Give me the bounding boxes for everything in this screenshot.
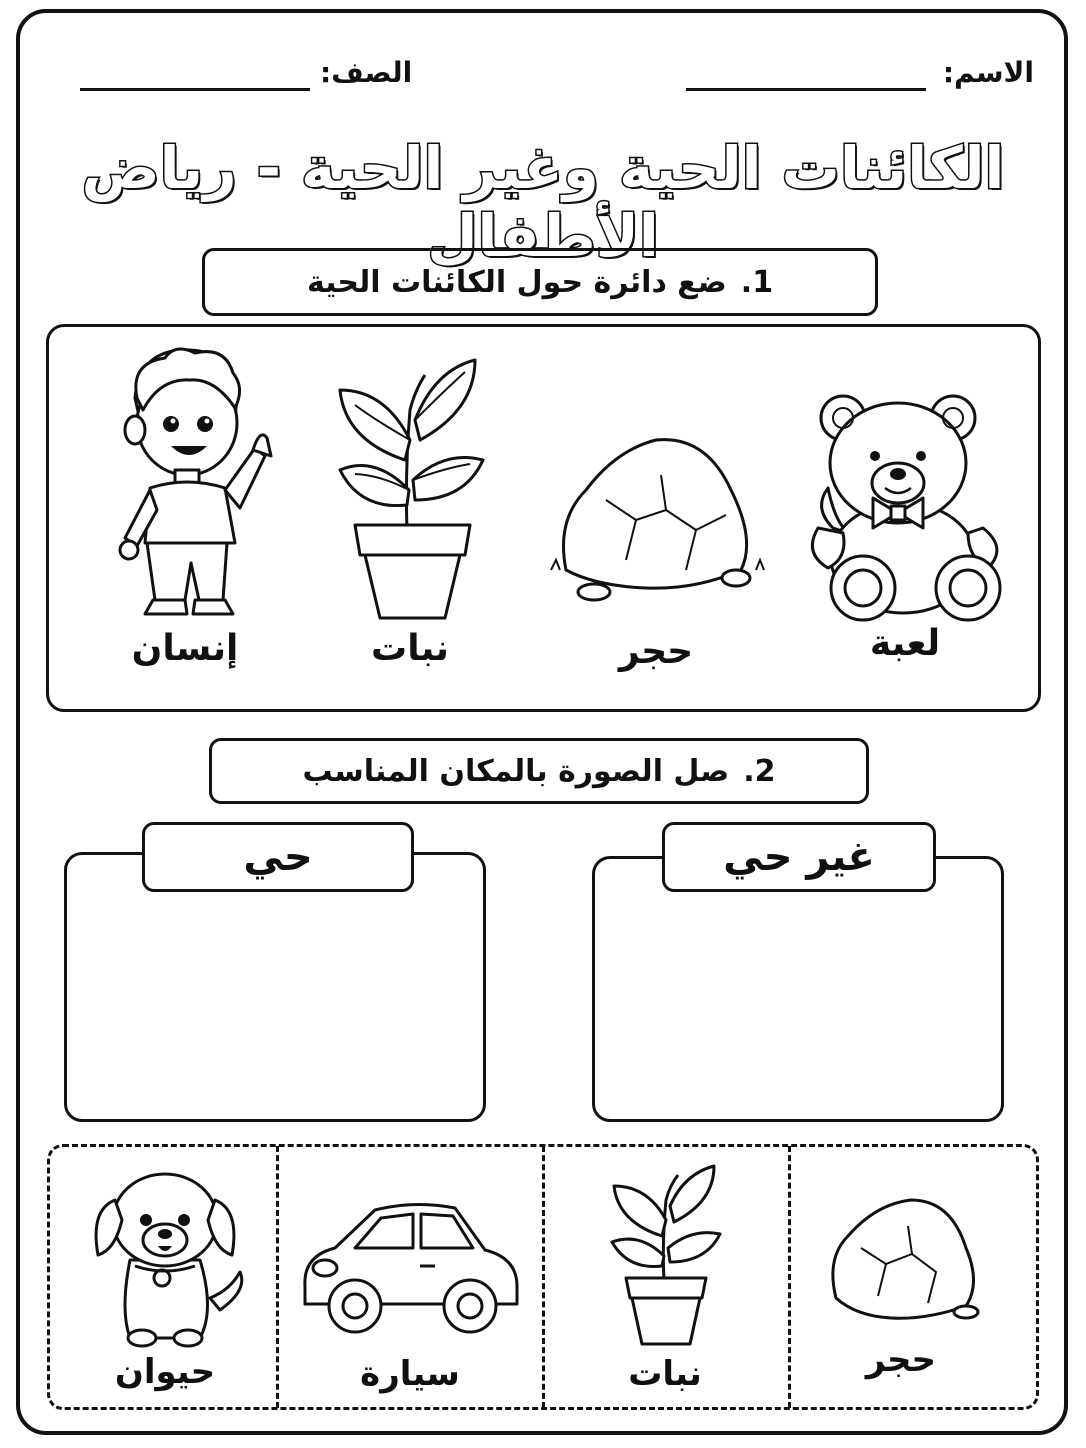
plant-icon <box>600 1160 730 1350</box>
living-box-label: حي <box>142 822 414 892</box>
cutout-plant[interactable] <box>580 1160 750 1394</box>
puppy-icon <box>80 1160 250 1348</box>
question-2-number: 2. <box>743 753 776 789</box>
teddy-bear-icon <box>803 388 1008 623</box>
cutout-rock[interactable] <box>806 1188 996 1380</box>
name-input-line[interactable] <box>686 88 926 91</box>
question-1-number: 1. <box>740 264 774 300</box>
class-label: الصف: <box>320 56 413 89</box>
item-human[interactable] <box>90 338 280 669</box>
cutout-animal-label: حيوان <box>114 1352 216 1392</box>
question-2-box <box>209 738 869 804</box>
cutout-plant-label: نبات <box>628 1354 702 1394</box>
item-rock-label: حجر <box>618 631 694 672</box>
rock-icon <box>546 420 766 625</box>
cutout-car-label: سيارة <box>360 1354 460 1394</box>
question-2-text: صل الصورة بالمكان المناسب <box>302 753 730 789</box>
class-input-line[interactable] <box>80 88 310 91</box>
item-human-label: إنسان <box>131 628 239 669</box>
cutout-divider <box>542 1146 545 1408</box>
question-1-text: ضع دائرة حول الكائنات الحية <box>306 264 727 300</box>
item-toy-label: لعبة <box>869 623 941 664</box>
item-plant-label: نبات <box>371 628 449 669</box>
boy-icon <box>95 338 275 628</box>
nonliving-box-label: غير حي <box>662 822 936 892</box>
living-drop-box[interactable] <box>64 852 486 1122</box>
item-rock[interactable] <box>546 420 766 672</box>
question-1-box <box>202 248 878 316</box>
page-title: الكائنات الحية وغير الحية - رياض الأطفال <box>81 134 1005 270</box>
item-plant[interactable] <box>320 350 500 669</box>
cutout-divider <box>788 1146 791 1408</box>
item-toy[interactable] <box>800 388 1010 664</box>
cutout-car[interactable] <box>290 1196 530 1394</box>
plant-icon <box>325 350 495 628</box>
rock-icon <box>816 1188 986 1328</box>
cutout-divider <box>276 1146 279 1408</box>
cutout-rock-label: حجر <box>865 1340 937 1380</box>
name-label: الاسم: <box>942 56 1034 89</box>
car-icon <box>295 1196 525 1340</box>
cutout-animal[interactable] <box>60 1160 270 1392</box>
nonliving-drop-box[interactable] <box>592 856 1004 1122</box>
